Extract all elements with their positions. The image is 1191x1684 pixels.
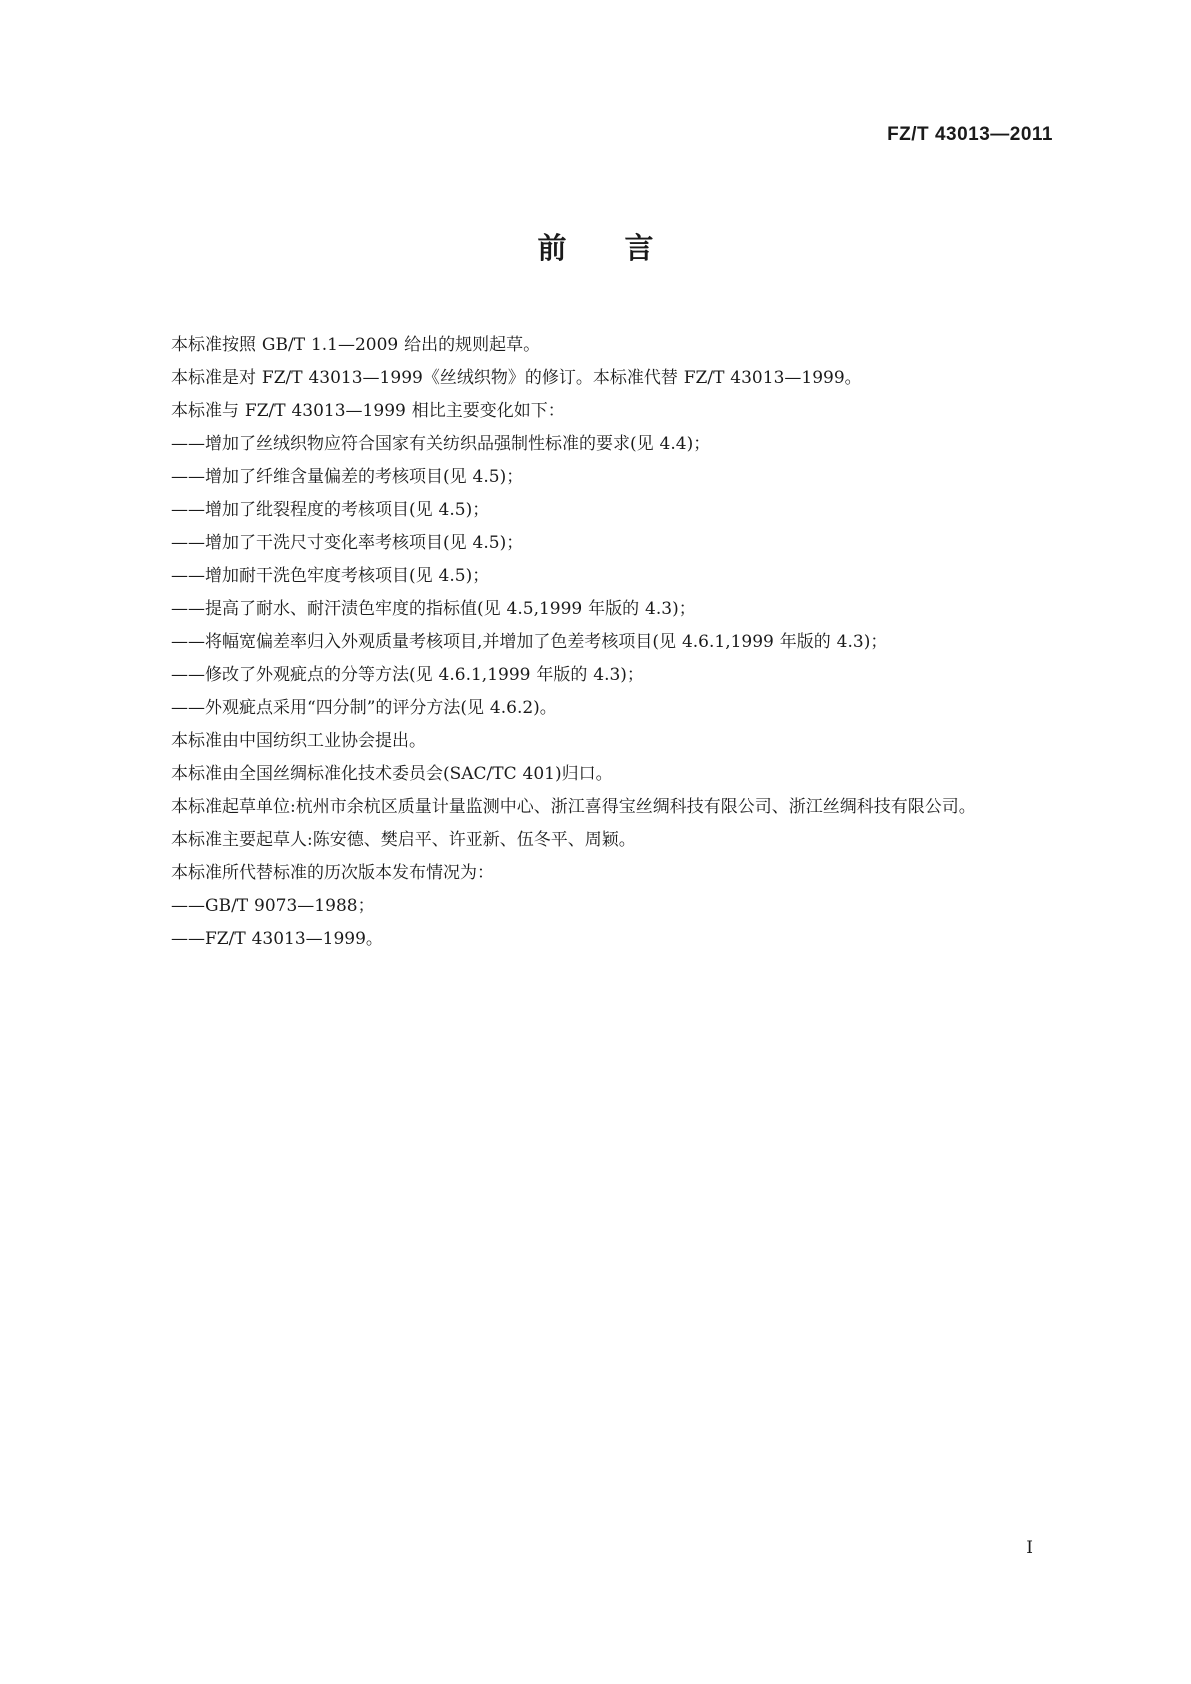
- list-item: ——提高了耐水、耐汗渍色牢度的指标值(见 4.5,1999 年版的 4.3)；: [171, 599, 696, 619]
- list-item: ——修改了外观疵点的分等方法(见 4.6.1,1999 年版的 4.3)；: [171, 665, 644, 685]
- list-item: ——GB/T 9073—1988；: [171, 896, 375, 916]
- document-code: FZ/T 43013—2011: [887, 124, 1053, 145]
- paragraph: 本标准由中国纺织工业协会提出。: [171, 731, 426, 751]
- list-item: ——外观疵点采用“四分制”的评分方法(见 4.6.2)。: [171, 698, 557, 718]
- list-item: ——增加了纤维含量偏差的考核项目(见 4.5)；: [171, 467, 524, 487]
- list-item: ——将幅宽偏差率归入外观质量考核项目,并增加了色差考核项目(见 4.6.1,1999 年版的 4.3)；: [171, 632, 888, 652]
- paragraph: 本标准主要起草人:陈安德、樊启平、许亚新、伍冬平、周颖。: [171, 830, 636, 850]
- body-text: [136, 329, 1060, 956]
- paragraph: 本标准是对 FZ/T 43013—1999《丝绒织物》的修订。本标准代替 FZ/T 43013—1999。: [171, 368, 862, 388]
- list-item: ——增加耐干洗色牢度考核项目(见 4.5)；: [171, 566, 490, 586]
- page-number: I: [1026, 1538, 1033, 1558]
- section-title: 前言: [537, 231, 712, 265]
- paragraph: 本标准所代替标准的历次版本发布情况为：: [171, 863, 494, 883]
- paragraph: 本标准与 FZ/T 43013—1999 相比主要变化如下：: [171, 401, 565, 421]
- list-item: ——FZ/T 43013—1999。: [171, 929, 383, 949]
- paragraph: 本标准由全国丝绸标准化技术委员会(SAC/TC 401)归口。: [171, 764, 613, 784]
- list-item: ——增加了干洗尺寸变化率考核项目(见 4.5)；: [171, 533, 524, 553]
- list-item: ——增加了丝绒织物应符合国家有关纺织品强制性标准的要求(见 4.4)；: [171, 434, 711, 454]
- paragraph: 本标准按照 GB/T 1.1—2009 给出的规则起草。: [171, 335, 541, 355]
- list-item: ——增加了纰裂程度的考核项目(见 4.5)；: [171, 500, 490, 520]
- paragraph: 本标准起草单位:杭州市余杭区质量计量监测中心、浙江喜得宝丝绸科技有限公司、浙江丝绸科技有限公司。: [171, 797, 976, 817]
